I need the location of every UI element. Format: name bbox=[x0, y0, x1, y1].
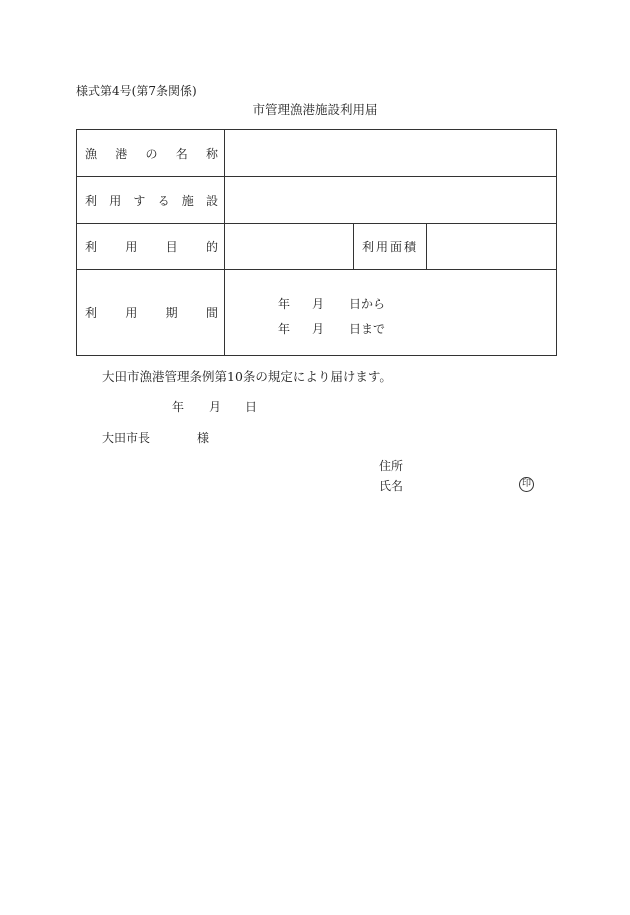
purpose-row bbox=[77, 224, 557, 270]
form-title: 市管理漁港施設利用届 bbox=[252, 102, 378, 117]
port-name-row bbox=[77, 130, 557, 177]
facility-row bbox=[77, 177, 557, 224]
port-name-label: 漁 港 の 名 称 bbox=[77, 130, 225, 177]
period-from: 年 月 日から bbox=[278, 297, 386, 311]
area-label: 利 用 面 積 bbox=[354, 224, 427, 270]
submission-date[interactable]: 年 月 日 bbox=[172, 400, 258, 414]
purpose-label: 利 用 目 的 bbox=[77, 224, 225, 270]
purpose-field[interactable] bbox=[225, 224, 354, 270]
addressee: 大田市長 様 bbox=[102, 431, 210, 445]
name-label: 氏名 bbox=[379, 479, 404, 493]
period-field[interactable] bbox=[225, 270, 557, 356]
period-row bbox=[77, 270, 557, 356]
area-field[interactable] bbox=[427, 224, 557, 270]
seal-icon: 印 bbox=[519, 477, 534, 492]
address-label: 住所 bbox=[379, 459, 404, 473]
facility-field[interactable] bbox=[225, 177, 557, 224]
declaration-text: 大田市漁港管理条例第10条の規定により届けます。 bbox=[102, 369, 392, 384]
port-name-field[interactable] bbox=[225, 130, 557, 177]
period-to: 年 月 日まで bbox=[278, 322, 386, 336]
application-table bbox=[76, 129, 557, 356]
form-number: 様式第4号(第7条関係) bbox=[76, 84, 197, 98]
period-label: 利 用 期 間 bbox=[77, 270, 225, 356]
facility-label: 利 用 す る 施 設 bbox=[77, 177, 225, 224]
